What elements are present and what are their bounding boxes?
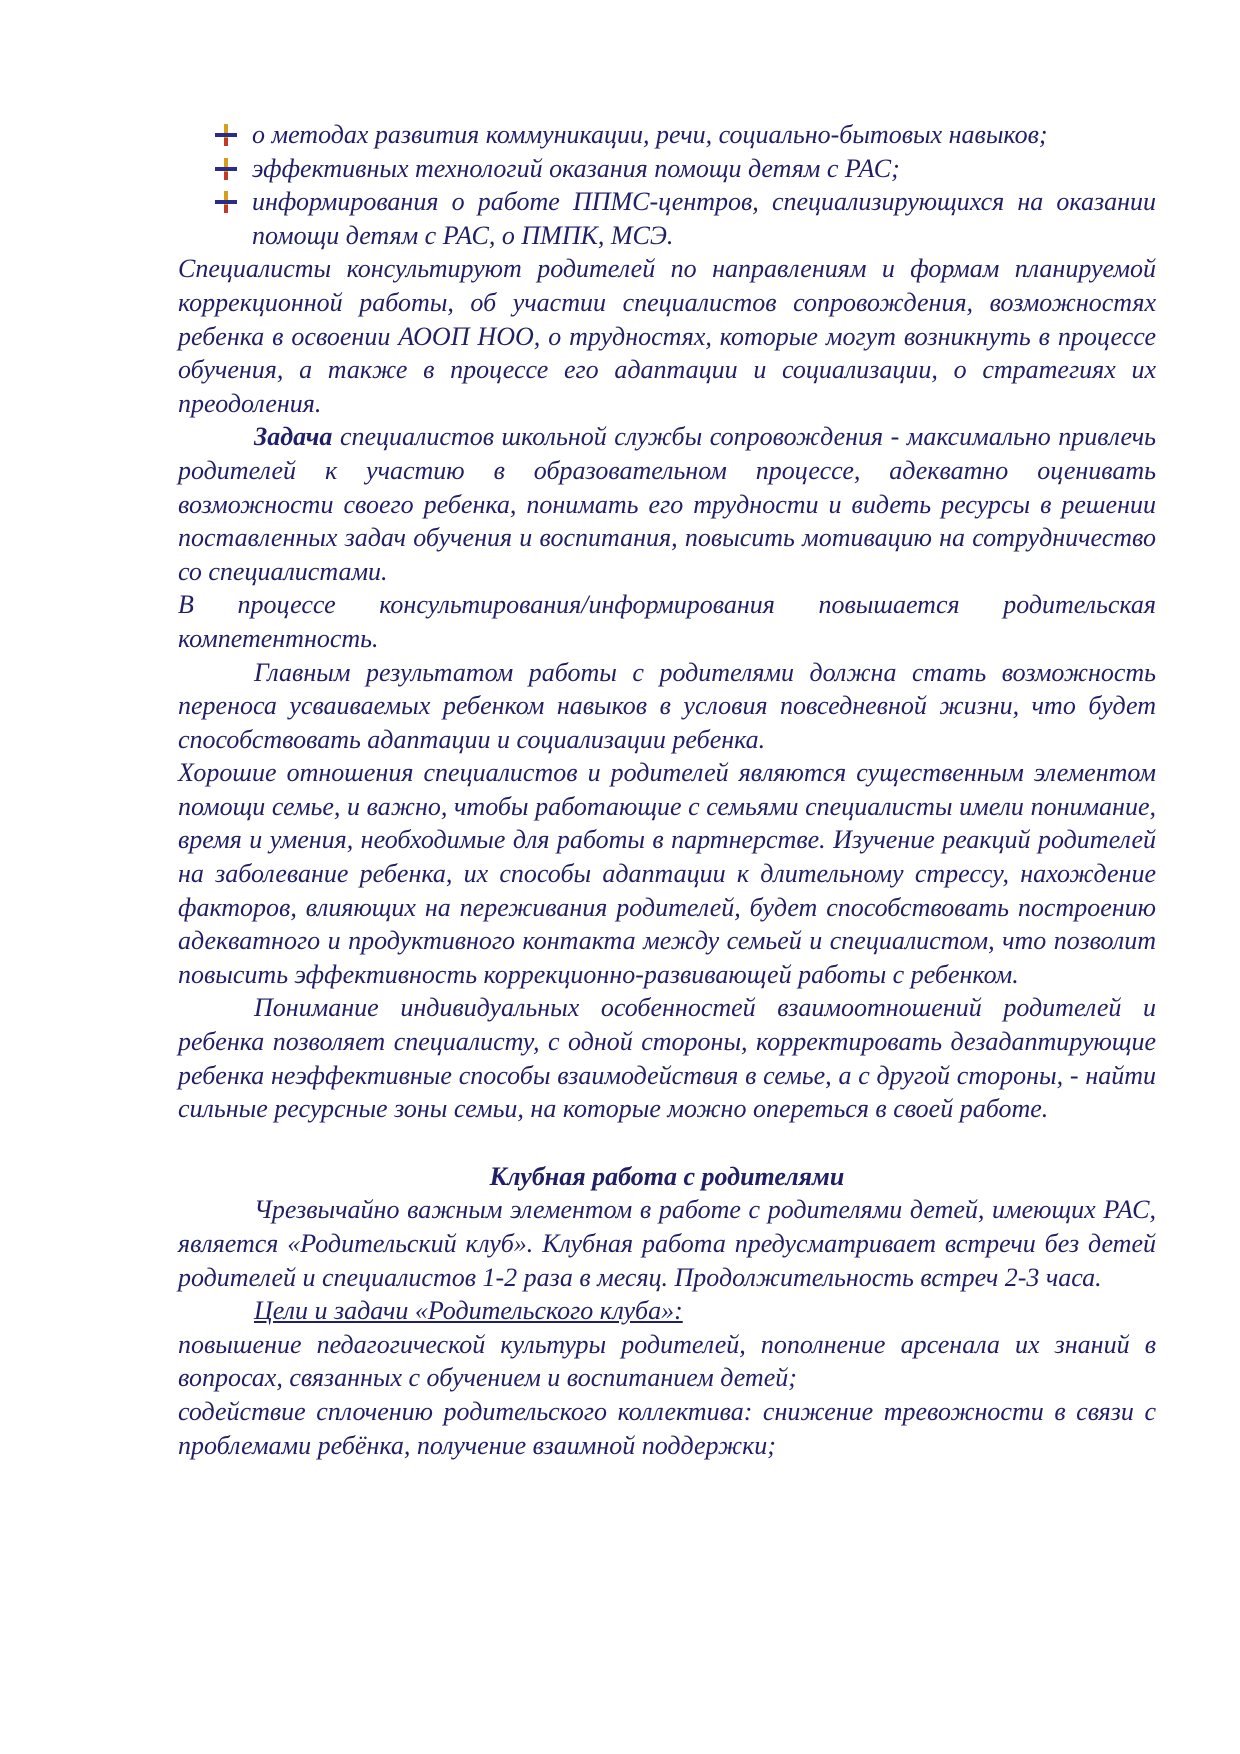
- paragraph-understanding: Понимание индивидуальных особенностей взаимоотношений родителей и ребенка позволяет специалисту, с одной стороны, корректировать дезадаптирующие ребенка неэффективные способы взаимодействия в семье, а с другой стороны, - найти сильные ресурсные зоны семьи, на которые можно опереться в своей работе.: [178, 993, 1156, 1124]
- bullet-item-methods: [178, 118, 1156, 152]
- paragraph-task: [178, 420, 1156, 588]
- document-page: [178, 118, 1156, 1462]
- club-goals-title-line: [178, 1294, 1156, 1328]
- section-heading-club: Клубная работа с родителями: [489, 1161, 845, 1191]
- bullet-item-informing: [178, 185, 1156, 252]
- bullet-text: о методах развития коммуникации, речи, социально-бытовых навыков;: [252, 120, 1048, 149]
- paragraph-task-lead: Задача: [254, 422, 333, 452]
- bullet-list: [178, 118, 1156, 252]
- arrow-bullet-icon: [215, 124, 237, 146]
- paragraph-task-body: специалистов школьной службы сопровождения - максимально привлечь родителей к участию в образовательном процессе, адекватно оценивать возможности своего ребенка, понимать его трудности и видеть ресурсы в решении поставленных задач обучения и воспитания, повысить мотивацию на сотрудничество со специалистами.: [178, 422, 1156, 586]
- club-goals-title: Цели и задачи «Родительского клуба»:: [254, 1296, 683, 1326]
- club-goal-item: повышение педагогической культуры родителей, пополнение арсенала их знаний в вопросах, связанных с обучением и воспитанием детей;: [178, 1329, 1156, 1393]
- paragraph-competence: В процессе консультирования/информирования повышается родительская компетентность.: [178, 590, 1156, 653]
- arrow-bullet-icon: [215, 191, 237, 213]
- bullet-item-technologies: [178, 152, 1156, 186]
- paragraph-club-intro: Чрезвычайно важным элементом в работе с родителями детей, имеющих РАС, является «Родительский клуб». Клубная работа предусматривает встречи без детей родителей и специалистов 1-2 раза в месяц. Продолжительность встреч 2-3 часа.: [178, 1195, 1156, 1292]
- paragraph-main-result: Главным результатом работы с родителями должна стать возможность переноса усваиваемых ребенком навыков в условия повседневной жизни, что будет способствовать адаптации и социализации ребенка.: [178, 657, 1156, 754]
- arrow-bullet-icon: [215, 158, 237, 180]
- club-goal-item: содействие сплочению родительского коллектива: снижение тревожности в связи с проблемами ребёнка, получение взаимной поддержки;: [178, 1396, 1156, 1460]
- paragraph-relations: Хорошие отношения специалистов и родителей являются существенным элементом помощи семье, и важно, чтобы работающие с семьями специалисты имели понимание, время и умения, необходимые для работы в партнерстве. Изучение реакций родителей на заболевание ребенка, их способы адаптации к длительному стрессу, нахождение факторов, влияющих на переживания родителей, будет способствовать построению адекватного и продуктивного контакта между семьей и специалистом, что позволит повысить эффективность коррекционно-развивающей работы с ребенком.: [178, 758, 1156, 989]
- bullet-text: эффективных технологий оказания помощи детям с РАС;: [252, 153, 900, 183]
- bullet-text: информирования о работе ППМС-центров, специализирующихся на оказании помощи детям с РАС, о ПМПК, МСЭ.: [252, 187, 1156, 250]
- section-spacer: [178, 1126, 1156, 1160]
- paragraph-consulting: Специалисты консультируют родителей по направлениям и формам планируемой коррекционной работы, об участии специалистов сопровождения, возможностях ребенка в освоении АООП НОО, о трудностях, которые могут возникнуть в процессе обучения, а также в процессе его адаптации и социализации, о стратегиях их преодоления.: [178, 254, 1156, 418]
